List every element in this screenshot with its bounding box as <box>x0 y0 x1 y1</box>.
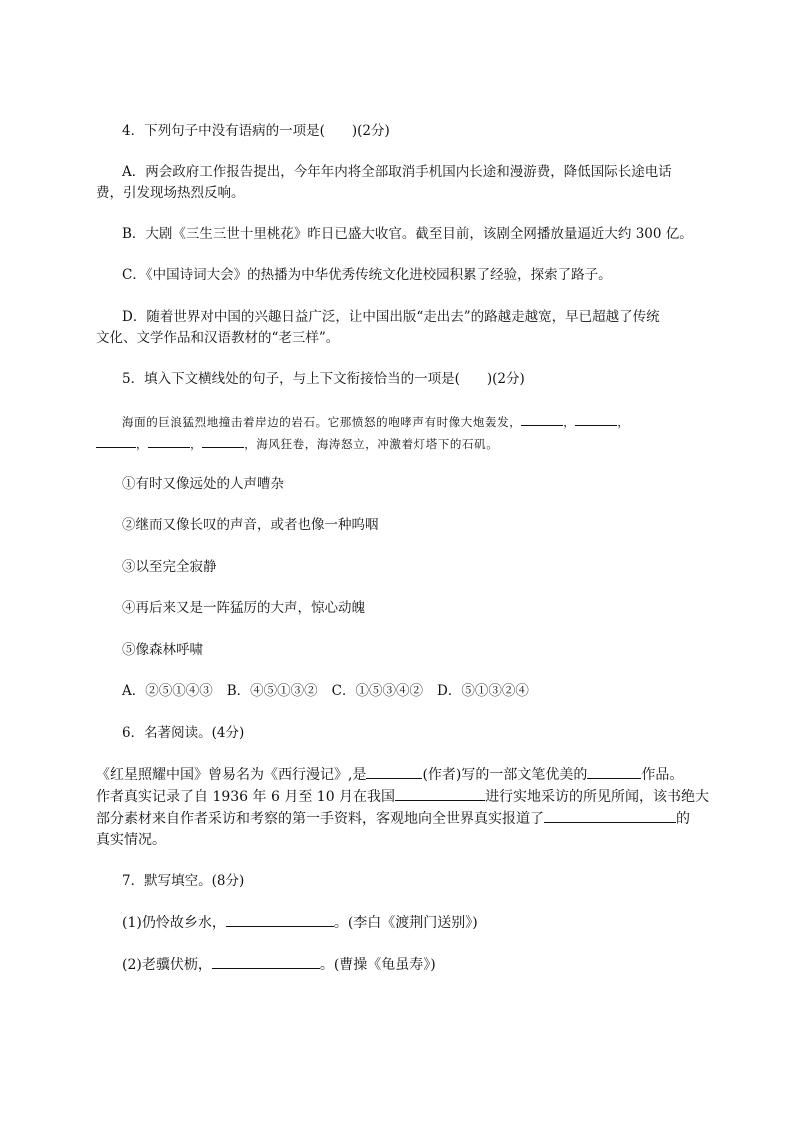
q5-item-3: ③以至完全寂静 <box>122 559 217 575</box>
q4-option-a-line1: A．两会政府工作报告提出，今年年内将全部取消手机国内长途和漫游费，降低国际长途电话 <box>122 164 672 180</box>
answer-blank[interactable] <box>212 954 320 969</box>
q5-option-d[interactable]: D．⑤①③②④ <box>437 683 529 699</box>
q7-item-1: (1)仍怜故乡水， 。(李白《渡荆门送别》) <box>122 912 478 934</box>
q6-line1: 《红星照耀中国》曾易名为《西行漫记》,是 (作者)写的一部文笔优美的 作品。 <box>96 764 683 786</box>
q5-item-1: ①有时又像远处的人声嘈杂 <box>122 476 284 492</box>
q7-stem: 7．默写填空。(8分) <box>122 873 245 889</box>
q6-line2: 作者真实记录了自 1936 年 6 月至 10 月在我国 进行实地采访的所见所闻，该书绝大 <box>96 786 709 808</box>
q5-option-a[interactable]: A．②⑤①④③ <box>122 683 213 699</box>
q5-item-2: ②继而又像长叹的声音，或者也像一种呜咽 <box>122 517 379 533</box>
q5-passage-text: 海面的巨浪猛烈地撞击着岸边的岩石。它那愤怒的咆哮声有时像大炮轰发， <box>122 415 522 429</box>
answer-blank[interactable] <box>395 786 485 801</box>
answer-blank[interactable] <box>521 411 563 426</box>
answer-blank[interactable] <box>544 808 676 823</box>
q4-option-c: C．《中国诗词大会》的热播为中华优秀传统文化进校园积累了经验，探索了路子。 <box>122 267 612 283</box>
answer-blank[interactable] <box>202 433 244 448</box>
q5-item-5: ⑤像森林呼啸 <box>122 642 203 658</box>
q4-option-d-line2: 文化、文学作品和汉语教材的“老三样”。 <box>96 330 340 346</box>
q5-options <box>122 681 543 702</box>
q5-passage-line2: ， ， ，海风狂卷，海涛怒立，冲激着灯塔下的石矶。 <box>96 433 498 455</box>
q5-item-4: ④再后来又是一阵猛厉的大声，惊心动魄 <box>122 600 365 616</box>
q6-stem: 6．名著阅读。(4分) <box>122 725 245 741</box>
q7-item-2: (2)老骥伏枥， 。(曹操《龟虽寿》) <box>122 954 436 976</box>
q6-line3: 部分素材来自作者采访和考察的第一手资料，客观地向全世界真实报道了 的 <box>96 808 690 830</box>
answer-blank[interactable] <box>575 411 617 426</box>
q5-passage-line1: 海面的巨浪猛烈地撞击着岸边的岩石。它那愤怒的咆哮声有时像大炮轰发， ， ， <box>122 411 630 433</box>
q5-option-b[interactable]: B．④⑤①③② <box>226 683 318 699</box>
q5-stem: 5．填入下文横线处的句子，与上下文衔接恰当的一项是( )(2分) <box>122 371 525 387</box>
answer-blank[interactable] <box>226 912 334 927</box>
answer-blank[interactable] <box>148 433 190 448</box>
q4-stem: 4．下列句子中没有语病的一项是( )(2分) <box>122 123 390 139</box>
answer-blank[interactable] <box>366 764 422 779</box>
q4-option-b: B．大剧《三生三世十里桃花》昨日已盛大收官。截至目前，该剧全网播放量逼近大约 300 亿。 <box>122 226 693 242</box>
answer-blank[interactable] <box>96 433 136 448</box>
q6-line4: 真实情况。 <box>96 832 166 848</box>
q4-option-d-line1: D．随着世界对中国的兴趣日益广泛，让中国出版“走出去”的路越走越宽，早已超越了传统 <box>122 309 660 325</box>
q5-passage-end: ，海风狂卷，海涛怒立，冲激着灯塔下的石矶。 <box>244 437 499 451</box>
answer-blank[interactable] <box>587 764 641 779</box>
q4-option-a-line2: 费，引发现场热烈反响。 <box>96 185 245 201</box>
q5-option-c[interactable]: C．①⑤③④② <box>331 683 424 699</box>
